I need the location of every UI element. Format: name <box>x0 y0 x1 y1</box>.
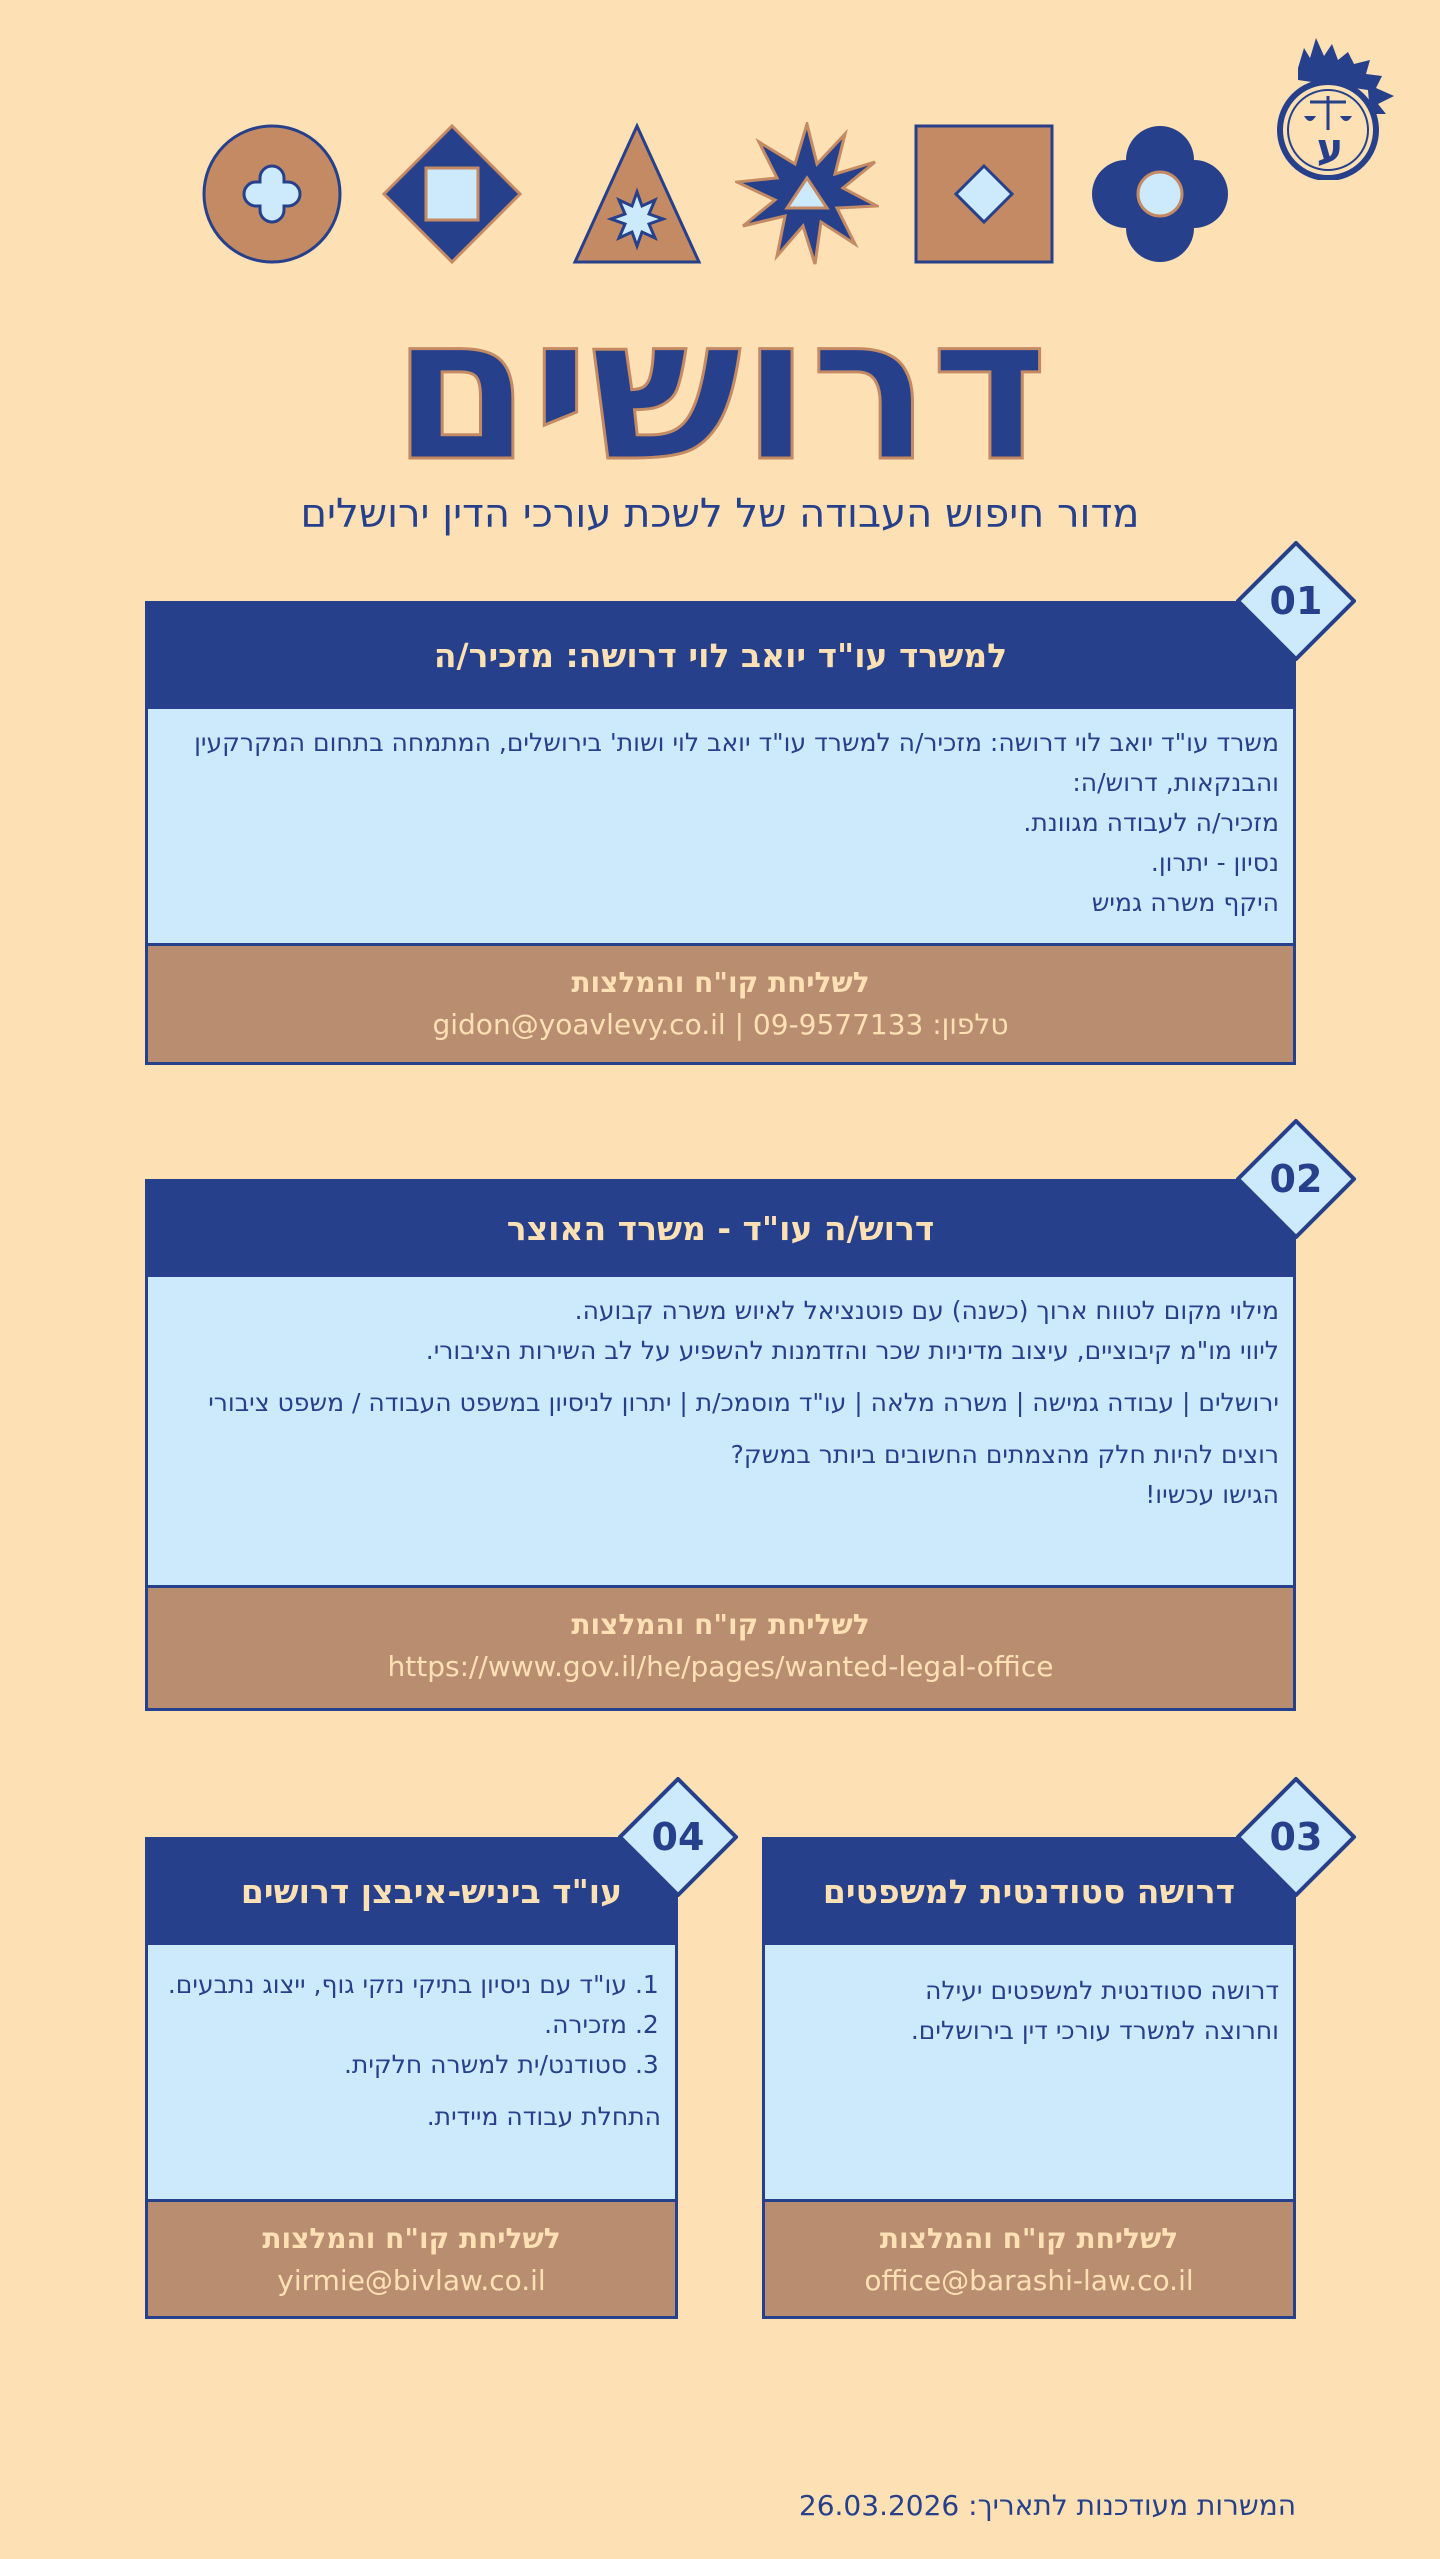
contact-email[interactable]: yirmie@bivlaw.co.il <box>277 2264 546 2297</box>
job-card-body <box>148 706 1293 946</box>
job-number-badge <box>618 1777 738 1897</box>
job-card-line: ירושלים | עבודה גמישה | משרה מלאה | עו"ד מוסמכ/ת | יתרון לניסיון במשפט העבודה / משפט ציבורי <box>208 1388 1279 1417</box>
job-card-title: דרושה סטודנטית למשפטים <box>765 1840 1293 1942</box>
job-number-badge <box>1236 1777 1356 1897</box>
list-item: 3. סטודנט/ית למשרה חלקית. <box>162 2045 627 2085</box>
svg-text:ע: ע <box>1316 126 1344 172</box>
job-card-title: דרוש/ה עו"ד - משרד האוצר <box>148 1182 1293 1274</box>
job-number: 03 <box>1269 1815 1323 1859</box>
job-number: 01 <box>1269 579 1323 623</box>
job-card-line: הגישו עכשיו! <box>1145 1480 1279 1509</box>
decorative-shapes-row <box>200 122 1240 272</box>
job-card-line: דרושה סטודנטית למשפטים יעילה <box>925 1976 1279 2005</box>
job-number-badge <box>1236 541 1356 661</box>
square-diamond-icon <box>912 122 1056 266</box>
job-card-footer <box>148 946 1293 1062</box>
page-title: דרושים <box>391 273 1049 506</box>
cv-submission-label: לשליחת קו"ח והמלצות <box>571 1608 870 1641</box>
diamond-square-icon <box>380 122 524 266</box>
cv-submission-label: לשליחת קו"ח והמלצות <box>262 2222 561 2255</box>
job-card-line: ליווי מו"מ קיבוציים, עיצוב מדיניות שכר והזדמנות להשפיע על לב השירות הציבורי. <box>425 1336 1279 1365</box>
cv-submission-label: לשליחת קו"ח והמלצות <box>879 2222 1179 2255</box>
job-card-line: משרד עו"ד יואב לוי דרושה: מזכיר/ה למשרד עו"ד יואב לוי ושות' בירושלים, המתמחה בתחום המקרקעין והבנקאות, דרוש/ה: <box>194 728 1279 797</box>
job-number: 02 <box>1269 1157 1323 1201</box>
job-card-02 <box>145 1179 1296 1711</box>
job-card-line: מילוי מקום לטווח ארוך (כשנה) עם פוטנציאל לאיוש משרה קבועה. <box>574 1296 1279 1325</box>
job-card-title: עו"ד ביניש-איבצן דרושים <box>148 1840 675 1942</box>
contact-email[interactable]: gidon@yoavlevy.co.il | 09-9577133 :טלפון <box>432 1008 1009 1041</box>
job-card-03 <box>762 1837 1296 2319</box>
job-card-01 <box>145 601 1296 1065</box>
contact-link[interactable]: https://www.gov.il/he/pages/wanted-legal-office <box>387 1650 1054 1683</box>
bar-association-logo-icon <box>1258 30 1398 180</box>
job-card-body <box>148 1942 675 2202</box>
triangle-star-icon <box>565 122 709 266</box>
job-card-title: למשרד עו"ד יואב לוי דרושה: מזכיר/ה <box>148 604 1293 706</box>
job-card-body <box>148 1274 1293 1588</box>
flower-circle-icon <box>200 122 344 266</box>
job-requirements-list <box>162 1965 661 2085</box>
job-number-badge <box>1236 1119 1356 1239</box>
job-card-footer <box>148 2202 675 2316</box>
job-card-body <box>765 1942 1293 2202</box>
job-card-line: היקף משרה גמיש <box>1091 888 1279 917</box>
star-burst-icon <box>735 122 879 266</box>
list-item: 2. מזכירה. <box>162 2005 627 2045</box>
job-card-line: מזכיר/ה לעבודה מגוונת. <box>1023 808 1279 837</box>
job-card-note: התחלת עבודה מיידית. <box>426 2102 661 2131</box>
job-card-line: נסיון - יתרון. <box>1150 848 1279 877</box>
job-card-line: וחרוצה למשרד עורכי דין בירושלים. <box>910 2016 1279 2045</box>
job-card-footer <box>148 1588 1293 1708</box>
job-card-line: רוצים להיות חלק מהצמתים החשובים ביותר במשק? <box>730 1440 1279 1469</box>
contact-email[interactable]: office@barashi-law.co.il <box>864 2264 1194 2297</box>
job-number: 04 <box>651 1815 705 1859</box>
job-card-footer <box>765 2202 1293 2316</box>
quatrefoil-icon <box>1088 122 1232 266</box>
list-item: 1. עו"ד עם ניסיון בתיקי נזקי גוף, ייצוג נתבעים. <box>162 1965 627 2005</box>
last-updated-text: המשרות מעודכנות לתאריך: 26.03.2026 <box>798 2489 1296 2522</box>
job-card-04 <box>145 1837 678 2319</box>
page-subtitle: מדור חיפוש העבודה של לשכת עורכי הדין ירושלים <box>300 491 1140 537</box>
cv-submission-label: לשליחת קו"ח והמלצות <box>571 966 870 999</box>
